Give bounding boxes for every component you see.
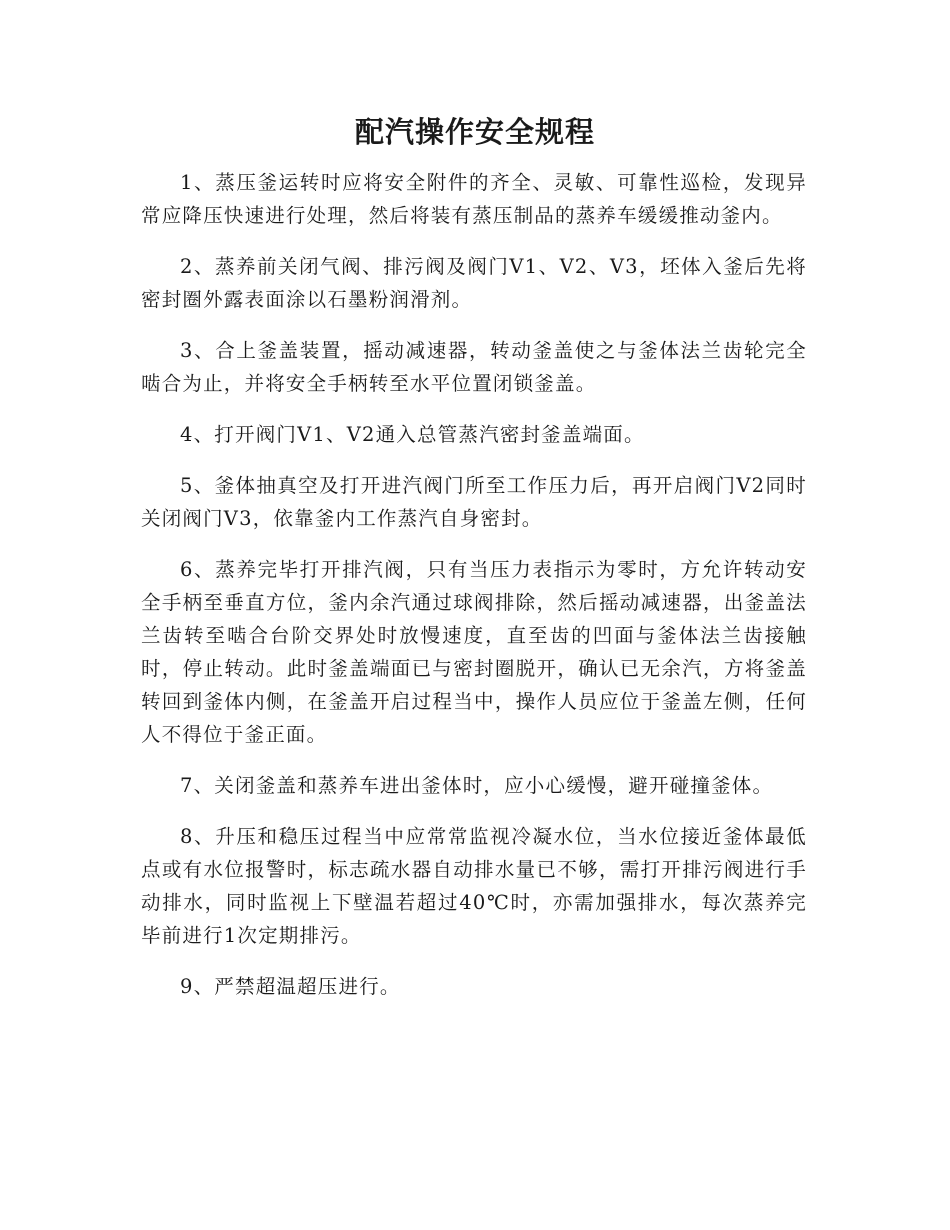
paragraph-8: 8、升压和稳压过程当中应常常监视冷凝水位，当水位接近釜体最低点或有水位报警时，标志疏水器自动排水量已不够，需打开排污阀进行手动排水，同时监视上下壁温若超过40℃时，亦需加强排水，每次蒸养完毕前进行1次定期排污。 [141,825,807,947]
document-title: 配汽操作安全规程 [354,115,595,149]
paragraph-4: 4、打开阀门V1、V2通入总管蒸汽密封釜盖端面。 [180,423,645,446]
paragraph-7: 7、关闭釜盖和蒸养车进出釜体时，应小心缓慢，避开碰撞釜体。 [180,774,774,797]
paragraph-1: 1、蒸压釜运转时应将安全附件的齐全、灵敏、可靠性巡检，发现异常应降压快速进行处理，然后将装有蒸压制品的蒸养车缓缓推动釜内。 [141,171,807,227]
paragraph-9: 9、严禁超温超压进行。 [180,975,401,998]
paragraph-5: 5、釜体抽真空及打开进汽阀门所至工作压力后，再开启阀门V2同时关闭阀门V3，依靠釜内工作蒸汽自身密封。 [141,474,807,530]
paragraph-3: 3、合上釜盖装置，摇动减速器，转动釜盖使之与釜体法兰齿轮完全啮合为止，并将安全手柄转至水平位置闭锁釜盖。 [141,339,807,395]
paragraph-2: 2、蒸养前关闭气阀、排污阀及阀门V1、V2、V3，坯体入釜后先将密封圈外露表面涂以石墨粉润滑剂。 [141,255,807,311]
paragraph-6: 6、蒸养完毕打开排汽阀，只有当压力表指示为零时，方允许转动安全手柄至垂直方位，釜内余汽通过球阀排除，然后摇动减速器，出釜盖法兰齿转至啮合台阶交界处时放慢速度，直至齿的凹面与釜体法兰齿接触时，停止转动。此时釜盖端面已与密封圈脱开，确认已无余汽，方将釜盖转回到釜体内侧，在釜盖开启过程当中，操作人员应位于釜盖左侧，任何人不得位于釜正面。 [141,558,807,746]
document-body [141,166,807,1021]
